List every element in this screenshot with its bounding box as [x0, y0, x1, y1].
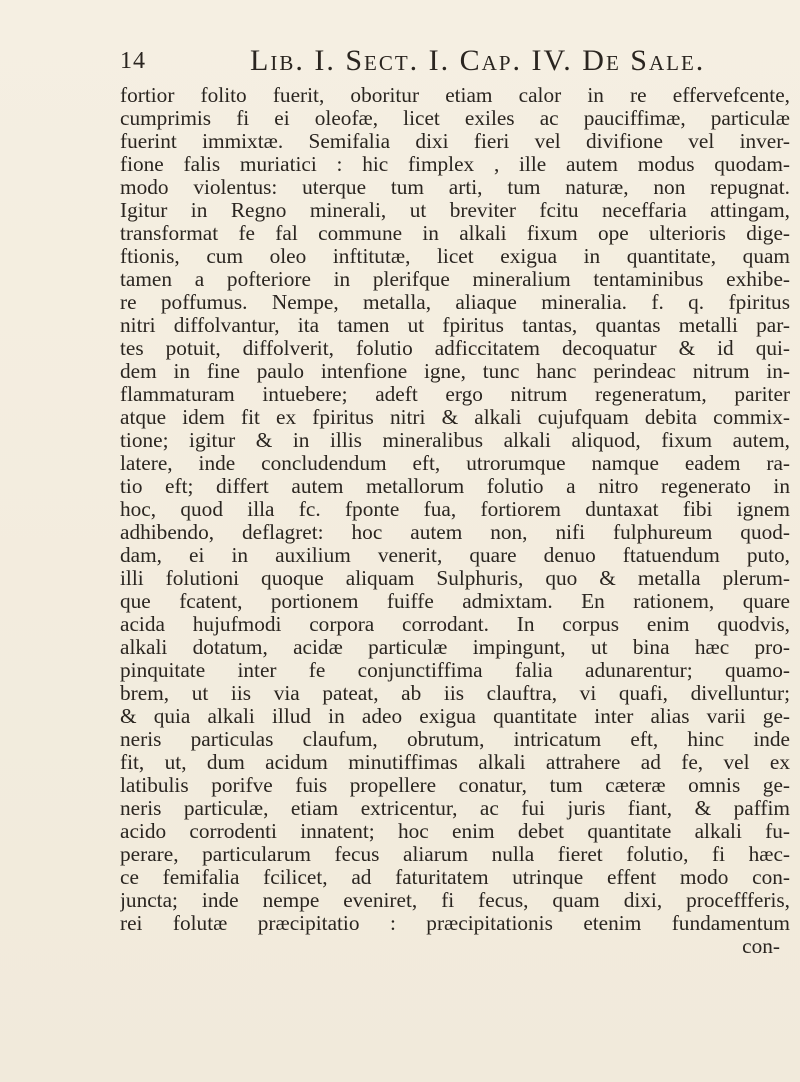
text-line: tamen a pofteriore in plerifque mineralium tentaminibus exhibe- [120, 268, 790, 291]
text-line: neris particulæ, etiam extricentur, ac fui juris fiant, & paffim [120, 797, 790, 820]
running-head: Lib. I. Sect. I. Cap. IV. De Sale. [250, 44, 706, 77]
text-line: dam, ei in auxilium venerit, quare denuo ftatuendum puto, [120, 544, 790, 567]
text-line: hoc, quod illa fc. fponte fua, fortiorem duntaxat fibi ignem [120, 498, 790, 521]
text-line: nitri diffolvantur, ita tamen ut fpiritus tantas, quantas metalli par- [120, 314, 790, 337]
text-line: perare, particularum fecus aliarum nulla fieret folutio, fi hæc- [120, 843, 790, 866]
text-line: re poffumus. Nempe, metalla, aliaque mineralia. f. q. fpiritus [120, 291, 790, 314]
text-line: alkali dotatum, acidæ particulæ impingunt, ut bina hæc pro- [120, 636, 790, 659]
text-line: tio eft; differt autem metallorum folutio a nitro regenerato in [120, 475, 790, 498]
text-line: ftionis, cum oleo inftitutæ, licet exigua in quantitate, quam [120, 245, 790, 268]
text-line: fit, ut, dum acidum minutiffimas alkali attrahere ad fe, vel ex [120, 751, 790, 774]
page-header [120, 44, 760, 84]
text-line: Igitur in Regno minerali, ut breviter fcitu neceffaria attingam, [120, 199, 790, 222]
text-line: transformat fe fal commune in alkali fixum ope ulterioris dige- [120, 222, 790, 245]
text-line: fione falis muriatici : hic fimplex , ille autem modus quodam- [120, 153, 790, 176]
text-line: atque idem fit ex fpiritus nitri & alkali cujufquam debita commix- [120, 406, 790, 429]
text-line: & quia alkali illud in adeo exigua quantitate inter alias varii ge- [120, 705, 790, 728]
text-line: latibulis porifve fuis propellere conatur, tum cæteræ omnis ge- [120, 774, 790, 797]
text-line: ce femifalia fcilicet, ad faturitatem utrinque effent modo con- [120, 866, 790, 889]
text-line: rei folutæ præcipitatio : præcipitationis etenim fundamentum [120, 912, 790, 935]
text-line: modo violentus: uterque tum arti, tum naturæ, non repugnat. [120, 176, 790, 199]
text-line: brem, ut iis via pateat, ab iis clauftra, vi quafi, divelluntur; [120, 682, 790, 705]
text-line: cumprimis fi ei oleofæ, licet exiles ac pauciffimæ, particulæ [120, 107, 790, 130]
page-number: 14 [120, 48, 146, 74]
text-line: que fcatent, portionem fuiffe admixtam. En rationem, quare [120, 590, 790, 613]
text-line: adhibendo, deflagret: hoc autem non, nifi fulphureum quod- [120, 521, 790, 544]
text-line: juncta; inde nempe eveniret, fi fecus, quam dixi, proceffferis, [120, 889, 790, 912]
text-line: fuerint immixtæ. Semifalia dixi fieri vel divifione vel inver- [120, 130, 790, 153]
text-line: illi folutioni quoque aliquam Sulphuris, quo & metalla plerum- [120, 567, 790, 590]
text-line: acida hujufmodi corpora corrodant. In corpus enim quodvis, [120, 613, 790, 636]
text-line: flammaturam intuebere; adeft ergo nitrum regeneratum, pariter [120, 383, 790, 406]
text-line: pinquitate inter fe conjunctiffima falia adunarentur; quamo- [120, 659, 790, 682]
text-line: tione; igitur & in illis mineralibus alkali aliquod, fixum autem, [120, 429, 790, 452]
catchword: con- [742, 935, 780, 958]
body-text [120, 84, 790, 958]
text-line: neris particulas claufum, obrutum, intricatum eft, hinc inde [120, 728, 790, 751]
text-line: tes potuit, diffolverit, folutio adficcitatem decoquatur & id qui- [120, 337, 790, 360]
text-line: fortior folito fuerit, oboritur etiam calor in re effervefcente, [120, 84, 790, 107]
text-line: latere, inde concludendum eft, utrorumque namque eadem ra- [120, 452, 790, 475]
text-line: dem in fine paulo intenfione igne, tunc hanc perindeac nitrum in- [120, 360, 790, 383]
text-line: acido corrodenti innatent; hoc enim debet quantitate alkali fu- [120, 820, 790, 843]
